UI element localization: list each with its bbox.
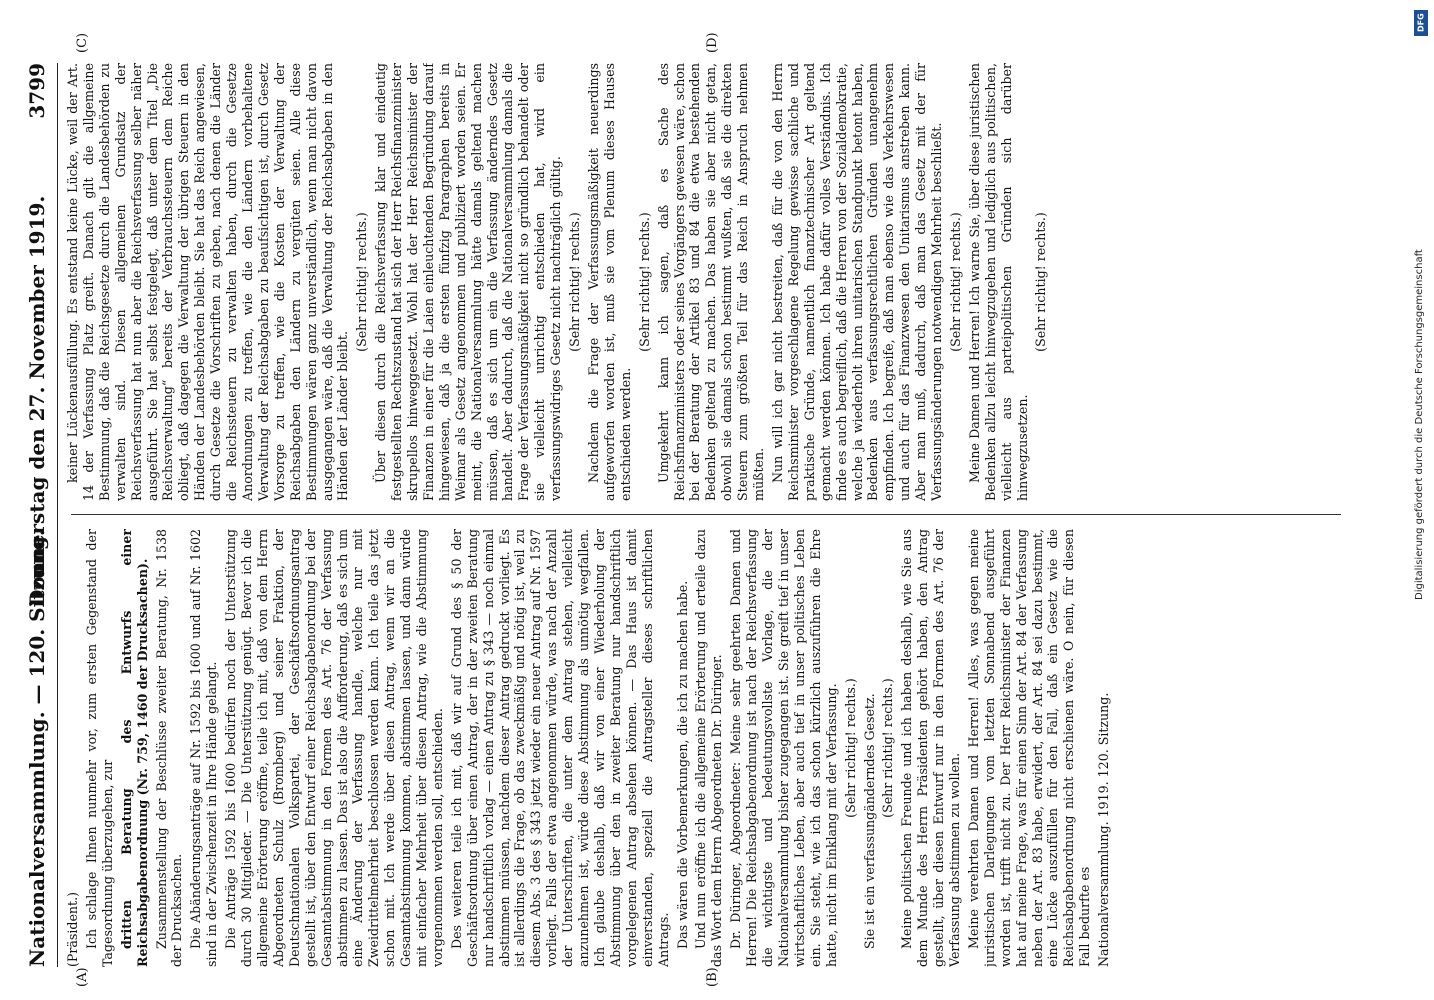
paragraph: Sie ist ein verfassungänderndes Gesetz.	[861, 693, 877, 949]
margin-letter-b: (B)	[705, 967, 720, 987]
header-date: Donnerstag den 27. November 1919.	[25, 195, 49, 607]
column-divider	[71, 514, 1341, 515]
paragraph: Ich schlage Ihnen nunmehr vor, zum ersten Gegenstand der Tagesordnung überzugehen, zur	[83, 529, 115, 967]
paragraph: (Sehr richtig! rechts.)	[880, 678, 896, 818]
paragraph: Nachdem die Frage der Verfassungsmäßigkeit neuerdings aufgeworfen worden ist, muß sie vom Plenum dieses Hauses entschieden werden.	[586, 63, 633, 501]
margin-letter-c: (C)	[75, 32, 90, 53]
paragraph: (Sehr richtig! rechts.)	[354, 212, 370, 352]
dfg-logo: DFG	[1414, 10, 1428, 36]
paragraph: Zusammenstellung der Beschlüsse zweiter Beratung, Nr. 1538 der Drucksachen.	[153, 529, 185, 967]
paragraph: Meine Damen und Herren! Ich warne Sie, über diese juristischen Bedenken allzu leicht hinwegzugehen und lediglich aus politischen, vielleicht aus parteipolitischen Gründen sich darüber hinwegzusetzen.	[966, 63, 1030, 501]
paragraph: (Sehr richtig! rechts.)	[947, 212, 963, 352]
paragraph: Das wären die Vorbemerkungen, die ich zu machen habe.	[674, 580, 690, 949]
paragraph: (Sehr richtig! rechts.)	[842, 678, 858, 818]
paragraph: (Sehr richtig! rechts.)	[1033, 212, 1049, 352]
margin-letter-a: (A)	[75, 967, 90, 987]
header-left-title: Nationalversammlung. — 120. Sitzung.	[25, 529, 49, 967]
paragraph: Meine verehrten Damen und Herren! Alles, was gegen meine juristischen Darlegungen vom letzten Sonnabend ausgeführt worden ist, trifft nicht zu. Der Herr Reichsminister der Finanzen hat auf meine Frage, was für einen Sinn der Art. 84 der Verfassung neben der Art. 83 habe, erwidert, der Art. 84 sei dazu bestimmt, eine Lücke auszufüllen für den Fall, daß ein Gesetz wie die Reichsabgabenordnung nicht erschienen wäre. O nein, für diesen Fall bedurfte es	[965, 529, 1093, 967]
paragraph: (Sehr richtig! rechts.)	[567, 212, 583, 352]
paragraph: (Sehr richtig! rechts.)	[636, 212, 652, 352]
paragraph: Nationalversammlung. 1919. 120. Sitzung.	[1096, 692, 1112, 967]
margin-letter-d: (D)	[705, 32, 720, 53]
page-number: 3799	[25, 63, 49, 119]
paragraph: (Präsident.)	[65, 891, 80, 967]
paragraph: dritten Beratung des Entwurfs einer Reichsabgabenordnung (Nr. 759, 1460 der Drucksachen).	[118, 529, 150, 967]
left-text-column	[65, 529, 1355, 967]
right-text-column	[65, 63, 1355, 501]
running-head	[19, 63, 58, 967]
paragraph: Meine politischen Freunde und ich haben deshalb, wie Sie aus dem Munde des Herrn Präsidenten gehört haben, den Antrag gestellt, über diesen Entwurf nur in den Formen des Art. 76 der Verfassung abstimmen zu wollen.	[899, 529, 963, 967]
newspaper-page	[5, 32, 1375, 995]
paragraph: keiner Lückenausfüllung. Es entstand keine Lücke, weil der Art. 14 der Verfassung Platz greift. Danach gilt die allgemeine Bestimmung, daß die Reichsgesetze durch die Landesbehörden zu verwalten sind. Diesen allgemeinen Grundsatz der Reichsverfassung hat nun aber die Reichsverfassung selber näher ausgeführt. Sie hat selbst festgelegt, daß unter dem Titel „Die Reichsverwaltung“ bereits der Verbrauchssteuern dem Reiche obliegt, daß dagegen die Verwaltung der übrigen Steuern in den Händen der Landesbehörden bleibt. Sie hat das Reich angewiesen, durch Gesetze die Vorschriften zu geben, nach denen die Länder die Reichssteuern zu verwalten haben, durch die Gesetze Anordnungen zu treffen, wie die den Ländern vorbehaltene Verwaltung der Reichsabgaben zu beaufsichtigen ist, durch Gesetz Vorsorge zu treffen, wie die Kosten der Verwaltung der Reichsabgaben den Ländern zu vergüten seien. Alle diese Bestimmungen wären ganz unverständlich, wenn man nicht davon ausgegangen wäre, daß die Verwaltung der Reichsabgaben in den Händen der Länder bleibt.	[65, 63, 351, 501]
paragraph: Über diesen durch die Reichsverfassung klar und eindeutig festgestellten Rechtszustand hat sich der Herr Reichsfinanzminister skrupellos hinweggesetzt. Wohl hat der Herr Reichsminister der Finanzen in einer für die Laien einleuchtenden Begründung darauf hingewiesen, daß ja die ersten fünfzig Paragraphen bereits in Weimar als Gesetz angenommen und publiziert worden seien. Er meint, die Nationalversammlung hätte damals geltend machen müssen, daß es sich um ein die Verfassung änderndes Gesetz handelt. Aber dadurch, daß die Nationalversammlung damals die Frage der Verfassungsmäßigkeit nicht so gründlich behandelt oder sie vielleicht unrichtig entschieden hat, wird ein verfassungswidriges Gesetz nicht nachträglich gültig.	[373, 63, 564, 501]
paragraph: Nun will ich gar nicht bestreiten, daß für die von den Herrn Reichsminister vorgeschlagene Regelung gewisse sachliche und praktische Gründe, namentlich finanztechnischer Art geltend gemacht werden können. Ich habe dafür volles Verständnis. Ich finde es auch begreiflich, daß die Herren von der Sozialdemokratie, welche ja wiederholt ihren unitarischen Standpunkt betont haben, Bedenken aus verfassungsrechtlichen Gründen unangenehm empfinden. Ich begreife, daß man ebenso wie das Verkehrswesen und auch für das Finanzwesen den Unitarismus anstreben kann. Aber man muß, dadurch, daß man das Gesetz mit der für Verfassungsänderungen notwendigen Mehrheit beschließt.	[769, 63, 945, 501]
paragraph: Umgekehrt kann ich sagen, daß es Sache des Reichsfinanzministers oder seines Vorgängers gewesen wäre, schon bei der Beratung der Artikel 83 und 84 die etwa bestehenden Bedenken geltend zu machen. Das haben sie aber nicht getan, obwohl sie damals schon bestimmt wußten, daß sie die direkten Steuern zum größten Teil für das Reich in Anspruch nehmen müßten.	[655, 63, 767, 501]
paragraph: Die Abänderungsanträge auf Nr. 1592 bis 1600 und auf Nr. 1602 sind in der Zwischenzeit in Ihre Hände gelangt.	[188, 529, 220, 967]
paragraph: Dr. Düringer, Abgeordneter: Meine sehr geehrten Damen und Herren! Die Reichsabgabenordnung ist nach der Reichsverfassung die wichtigste und bedeutungsvollste Vorlage, die der Nationalversammlung bisher zugegangen ist. Sie greift tief in unser wirtschaftliches Leben, aber auch tief in unser politisches Leben ein. Sie steht, wie ich das schon kürzlich auszuführen die Ehre hatte, nicht im Einklang mit der Verfassung.	[728, 529, 839, 967]
paragraph: Die Anträge 1592 bis 1600 bedürfen noch der Unterstützung durch 30 Mitglieder. — Die Unterstützung genügt. Bevor ich die allgemeine Erörterung eröffne, teile ich mit, daß von dem Herrn Abgeordneten Schulz (Bromberg) und seiner Fraktion, der Deutschnationalen Volkspartei, der Geschäftsordnungsantrag gestellt ist, über den Entwurf einer Reichsabgabenordnung bei der Gesamtabstimmung in den Formen des Art. 76 der Verfassung abstimmen zu lassen. Das ist also die Aufforderung, daß es sich um eine Änderung der Verfassung handle, welche nur mit Zweidrittelmehrheit beschlossen werden kann. Ich teile das jetzt schon mit. Ich werde über diesen Antrag, wenn wir an die Gesamtabstimmung kommen, abstimmen lassen, und dann würde mit einfacher Mehrheit über diesen Antrag, wie die Abstimmung vorgenommen werden soll, entschieden.	[223, 529, 445, 967]
paragraph: Des weiteren teile ich mit, daß wir auf Grund des § 50 der Geschäftsordnung über einen Antrag, der in der zweiten Beratung nur handschriftlich vorlag — einen Antrag zu § 343 — noch einmal abstimmen müssen, nachdem dieser Antrag gedruckt vorliegt. Es ist allerdings die Frage, ob das zweckmäßig und nötig ist, weil zu diesem Abs. 3 des § 343 jetzt wieder ein neuer Antrag auf Nr. 1597 vorliegt. Falls der etwa angenommen würde, was nach der Anzahl der Unterschriften, die unter dem Antrag stehen, vielleicht anzunehmen ist, würde diese Abstimmung als unnötig wegfallen. Ich glaube deshalb, daß wir von einer Wiederholung der Abstimmung über den in zweiter Beratung nur handschriftlich vorgelegenen Antrag absehen können. — Das Haus ist damit einverstanden, speziell die Antragsteller dieses schriftlichen Antrags.	[448, 529, 671, 967]
digitization-credit: Digitalisierung gefördert durch die Deutsche Forschungsgemeinschaft	[1414, 249, 1425, 600]
paragraph: Und nun eröffne ich die allgemeine Erörterung und erteile dazu das Wort dem Herrn Abgeordneten Dr. Düringer.	[693, 529, 725, 967]
